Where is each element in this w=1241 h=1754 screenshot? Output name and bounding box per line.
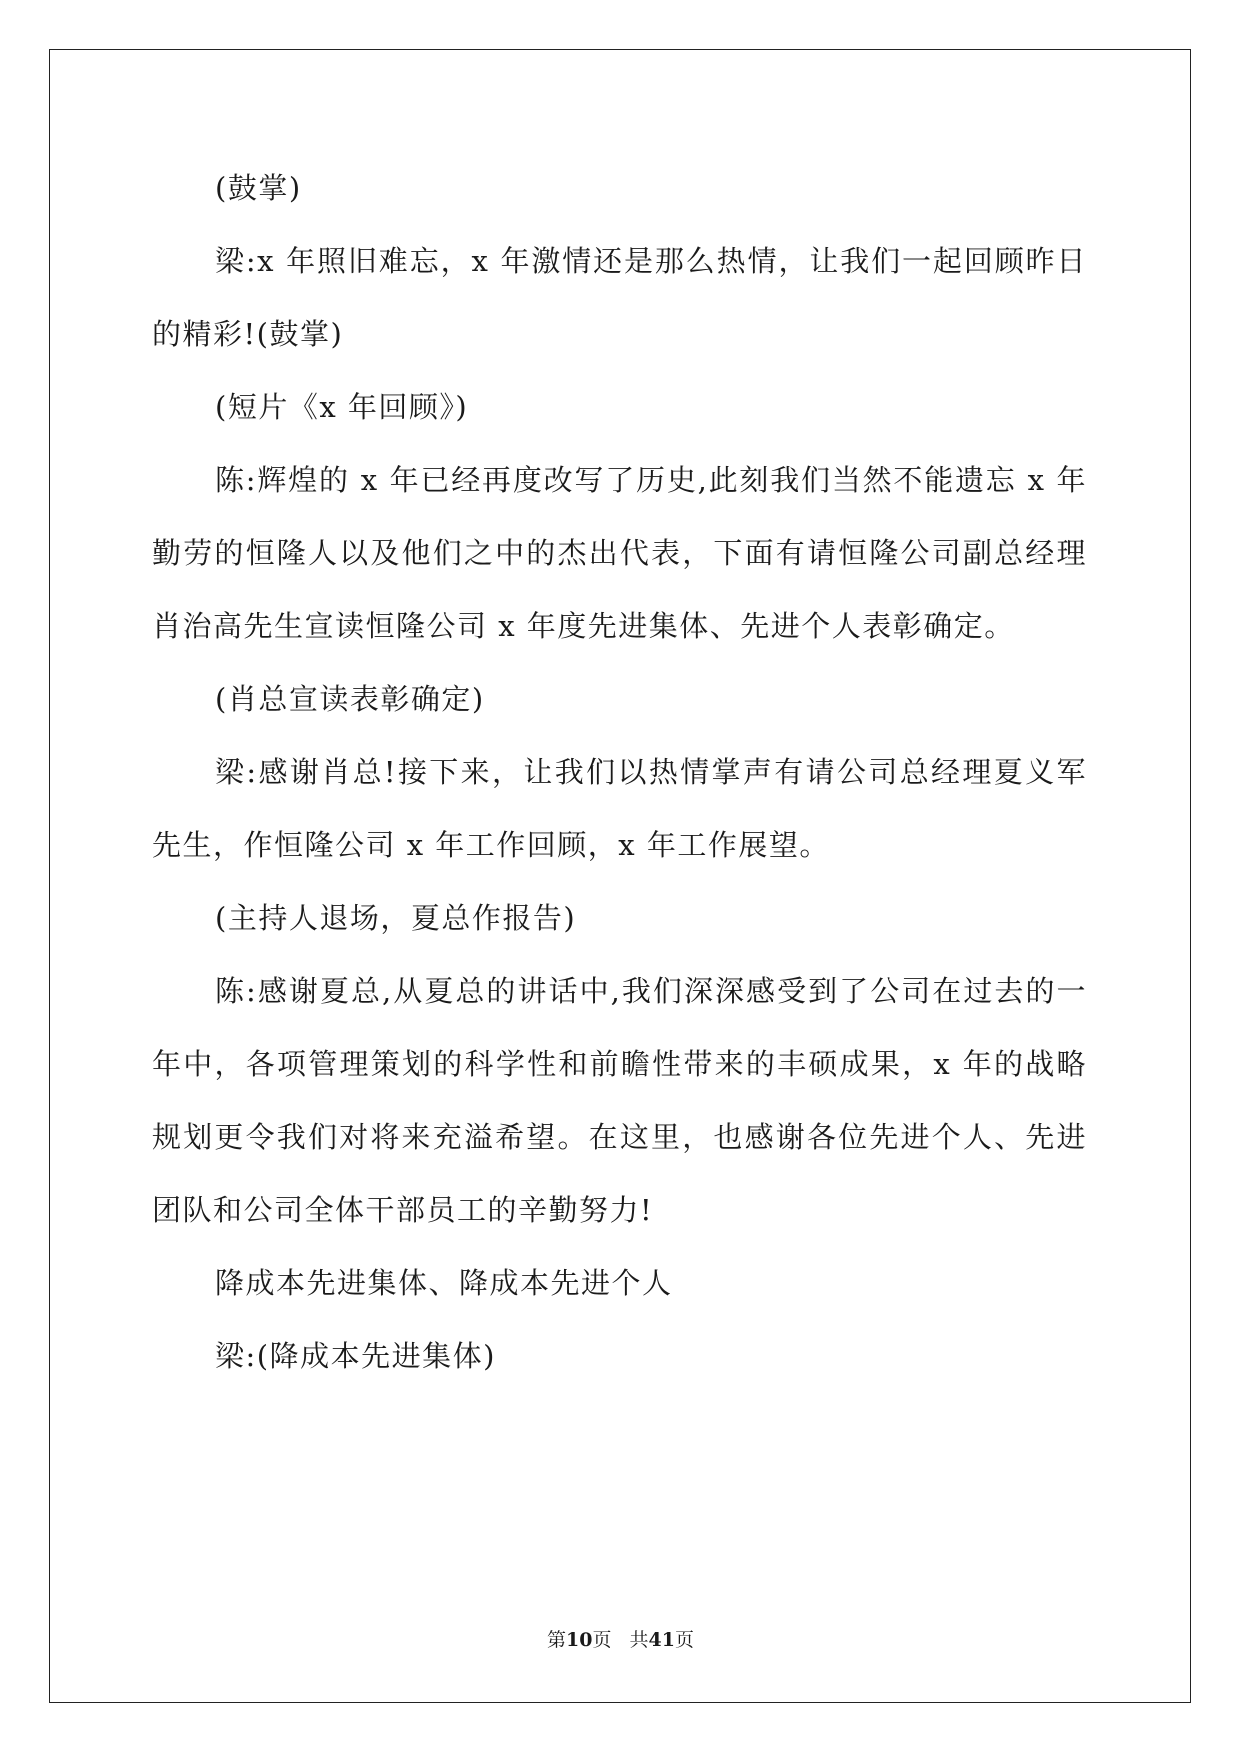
paragraph-cost-reduction: 降成本先进集体、降成本先进个人 bbox=[215, 1266, 673, 1300]
paragraph-chen-commendation: 陈:辉煌的 x 年已经再度改写了历史,此刻我们当然不能遗忘 x 年勤劳的恒隆人以及他们之中的杰出代表，下面有请恒隆公司副总经理肖治高先生宣读恒隆公司 x 年度先进集体、先进个人表彰确定。 bbox=[152, 463, 1087, 643]
paragraph-liang-invite: 梁:感谢肖总!接下来，让我们以热情掌声有请公司总经理夏义军先生，作恒隆公司 x 年工作回顾，x 年工作展望。 bbox=[152, 755, 1087, 862]
total-pages: 41 bbox=[648, 1629, 675, 1651]
paragraph-liang-review: 梁:x 年照旧难忘，x 年激情还是那么热情，让我们一起回顾昨日的精彩!(鼓掌) bbox=[152, 244, 1087, 351]
footer-total-prefix: 共 bbox=[629, 1629, 649, 1651]
footer-total-unit: 页 bbox=[674, 1629, 694, 1651]
page-number: 10 bbox=[566, 1629, 593, 1651]
paragraph-applause: (鼓掌) bbox=[215, 171, 302, 205]
footer-prefix: 第 bbox=[547, 1629, 567, 1651]
paragraph-liang-cost-group: 梁:(降成本先进集体) bbox=[215, 1339, 496, 1373]
page-footer bbox=[0, 1625, 1241, 1652]
paragraph-xiao-reading: (肖总宣读表彰确定) bbox=[215, 682, 485, 716]
paragraph-host-exit: (主持人退场，夏总作报告) bbox=[215, 901, 577, 935]
footer-page-unit: 页 bbox=[592, 1629, 612, 1651]
paragraph-short-film: (短片《x 年回顾》) bbox=[215, 390, 469, 424]
document-body bbox=[152, 152, 1087, 1393]
paragraph-chen-thanks: 陈:感谢夏总,从夏总的讲话中,我们深深感受到了公司在过去的一年中，各项管理策划的科学性和前瞻性带来的丰硕成果，x 年的战略规划更令我们对将来充溢希望。在这里，也感谢各位先进个人、先进团队和公司全体干部员工的辛勤努力! bbox=[152, 974, 1087, 1227]
